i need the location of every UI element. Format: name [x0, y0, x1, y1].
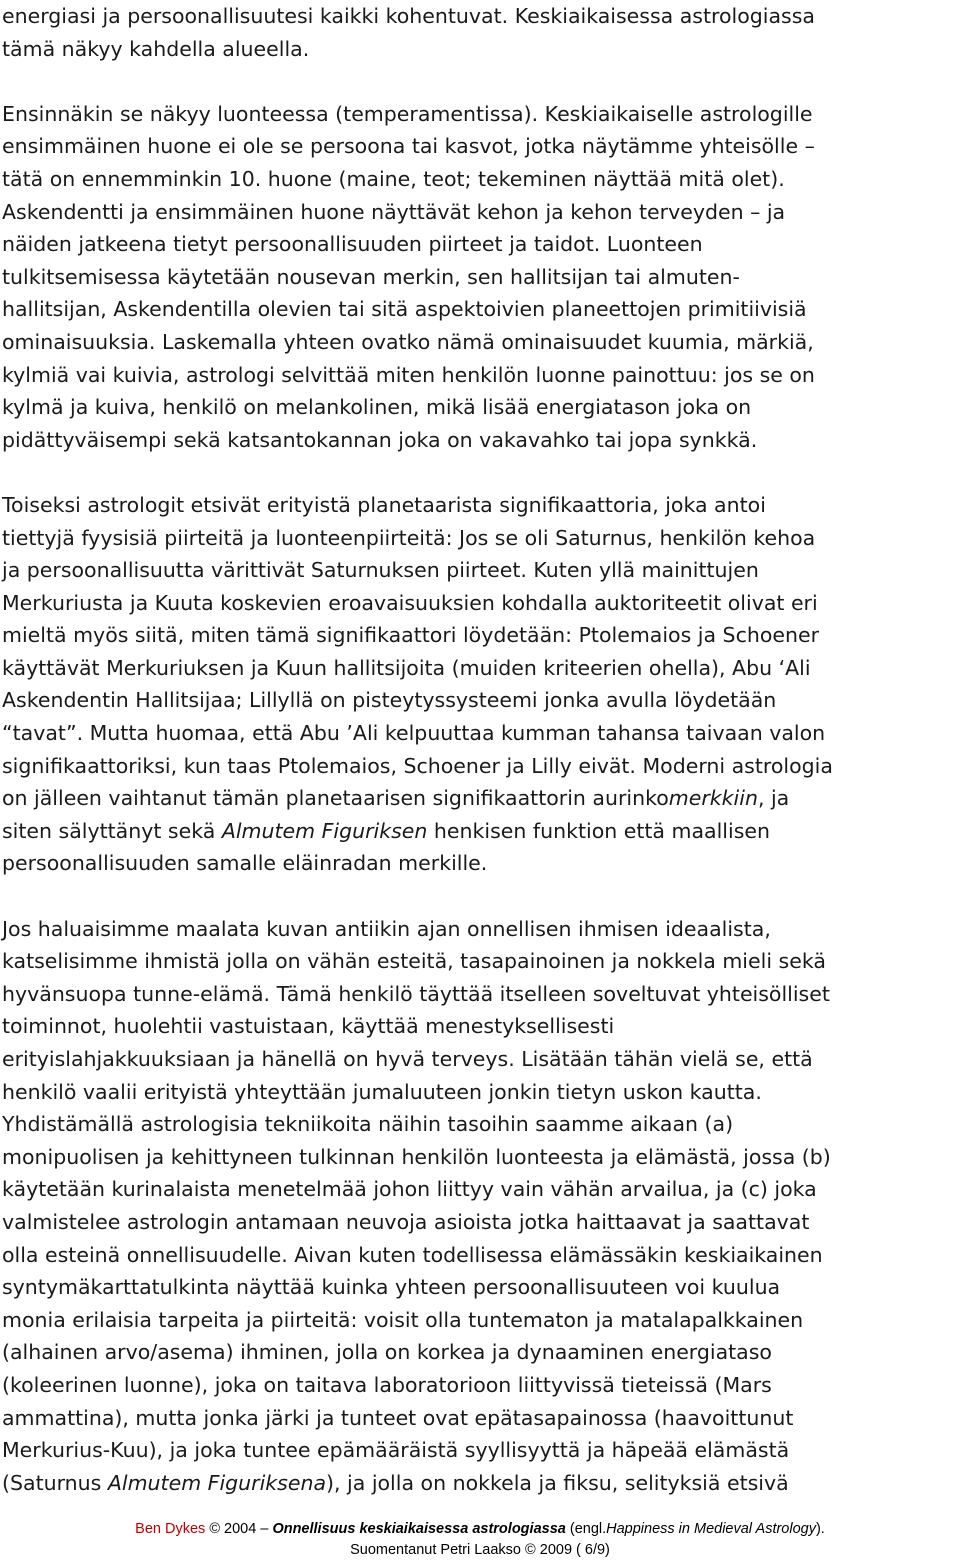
paragraph-3 — [2, 489, 958, 880]
text-line: Askendentin Hallitsijaa; Lillyllä on pisteytyssysteemi jonka avulla löydetään — [2, 688, 777, 713]
text-line: käytetään kurinalaista menetelmää johon liittyy vain vähän arvailua, ja (c) joka — [2, 1177, 817, 1202]
text-line: ammattina), mutta jonka järki ja tunteet ovat epätasapainossa (haavoittunut — [2, 1405, 794, 1430]
text-line: hallitsijan, Askendentilla olevien tai sitä aspektoivien planeettojen primitiivisiä — [2, 297, 807, 322]
text-line: käyttävät Merkuriuksen ja Kuun hallitsijoita (muiden kriteerien ohella), Abu ‘Ali — [2, 655, 811, 680]
text-line: signifikaattoriksi, kun taas Ptolemaios, Schoener ja Lilly eivät. Moderni astrologia — [2, 753, 833, 778]
text-line: (Saturnus Almutem Figuriksena), ja jolla on nokkela ja fiksu, selityksiä etsivä — [2, 1470, 789, 1495]
document-body — [2, 0, 958, 1499]
text-line: Jos haluaisimme maalata kuvan antiikin ajan onnellisen ihmisen ideaalista, — [2, 916, 771, 941]
footer-translator — [0, 1540, 960, 1560]
text-line: monia erilaisia tarpeita ja piirteitä: voisit olla tuntematon ja matalapalkkainen — [2, 1307, 804, 1332]
translator-copyright: © — [525, 1542, 536, 1558]
italic-text: merkkiin — [668, 786, 758, 811]
footer-title: Onnellisuus keskiaikaisessa astrologiassa — [272, 1521, 566, 1537]
text-line: olla esteinä onnellisuudelle. Aivan kuten todellisessa elämässäkin keskiaikainen — [2, 1242, 823, 1267]
translator-year: 2009 — [539, 1542, 573, 1558]
text-line: kylmiä vai kuivia, astrologi selvittää miten henkilön luonne painottuu: jos se on — [2, 362, 815, 387]
text-line: pidättyväisempi sekä katsantokannan joka on vakavahko tai jopa synkkä. — [2, 427, 758, 452]
text-line: hyvänsuopa tunne-elämä. Tämä henkilö täyttää itselleen soveltuvat yhteisölliset — [2, 981, 830, 1006]
text-line: (alhainen arvo/asema) ihminen, jolla on korkea ja dynaaminen energiataso — [2, 1340, 772, 1365]
text-line: tulkitsemisessa käytetään nousevan merkin, sen hallitsijan tai almuten- — [2, 264, 740, 289]
text-line: toiminnot, huolehtii vastuistaan, käyttää menestyksellisesti — [2, 1014, 615, 1039]
text-line: monipuolisen ja kehittyneen tulkinnan henkilön luonteesta ja elämästä, jossa (b) — [2, 1144, 831, 1169]
translator-line: Suomentanut Petri Laakso — [350, 1542, 521, 1558]
paragraph-1 — [2, 0, 958, 65]
text-line: ensimmäinen huone ei ole se persoona tai kasvot, jotka näytämme yhteisölle – — [2, 134, 815, 159]
text-line: mieltä myös siitä, miten tämä signifikaattori löydetään: Ptolemaios ja Schoener — [2, 623, 820, 648]
text-line: tätä on ennemminkin 10. huone (maine, teot; tekeminen näyttää mitä olet). — [2, 166, 785, 191]
copyright-symbol: © — [209, 1521, 220, 1537]
italic-text: Almutem Figuriksen — [221, 818, 428, 843]
text-line: Askendentti ja ensimmäinen huone näyttävät kehon ja kehon terveyden – ja — [2, 199, 786, 224]
footer-dash: – — [260, 1521, 269, 1537]
page-number: ( 6/9) — [576, 1542, 610, 1558]
footer-citation — [0, 1519, 960, 1539]
text-line: siten sälyttänyt sekä Almutem Figuriksen henkisen funktion että maallisen — [2, 818, 770, 843]
text-line: tiettyjä fyysisiä piirteitä ja luonteenpiirteitä: Jos se oli Saturnus, henkilön kehoa — [2, 525, 816, 550]
footer-engl-suffix: ). — [815, 1521, 825, 1537]
text-line: Ensinnäkin se näkyy luonteessa (temperamentissa). Keskiaikaiselle astrologille — [2, 101, 813, 126]
footer-engl-title: Happiness in Medieval Astrology — [606, 1521, 816, 1537]
text-line: katselisimme ihmistä jolla on vähän esteitä, tasapainoinen ja nokkela mieli sekä — [2, 949, 826, 974]
paragraph-2 — [2, 98, 958, 457]
text-line: Merkurius-Kuu), ja joka tuntee epämääräistä syyllisyyttä ja häpeää elämästä — [2, 1438, 790, 1463]
footer-year: 2004 — [224, 1521, 257, 1537]
text-line: “tavat”. Mutta huomaa, että Abu ’Ali kelpuuttaa kumman tahansa taivaan valon — [2, 721, 826, 746]
text-line: energiasi ja persoonallisuutesi kaikki kohentuvat. Keskiaikaisessa astrologiassa — [2, 4, 815, 28]
paragraph-4 — [2, 913, 958, 1500]
text-line: näiden jatkeena tietyt persoonallisuuden piirteet ja taidot. Luonteen — [2, 232, 703, 257]
text-line: ja persoonallisuutta värittivät Saturnuksen piirteet. Kuten yllä mainittujen — [2, 558, 759, 583]
text-line: Yhdistämällä astrologisia tekniikoita näihin tasoihin saamme aikaan (a) — [2, 1112, 734, 1137]
text-line: kylmä ja kuiva, henkilö on melankolinen, mikä lisää energiatason joka on — [2, 395, 752, 420]
text-line: Toiseksi astrologit etsivät erityistä planetaarista signifikaattoria, joka antoi — [2, 492, 766, 517]
footer-engl-prefix: (engl. — [569, 1521, 607, 1537]
text-line: erityislahjakkuuksiaan ja hänellä on hyvä terveys. Lisätään tähän vielä se, että — [2, 1047, 813, 1071]
text-line: ominaisuuksia. Laskemalla yhteen ovatko nämä ominaisuudet kuumia, märkiä, — [2, 329, 814, 354]
text-line: henkilö vaalii erityistä yhteyttään jumaluuteen jonkin tietyn uskon kautta. — [2, 1079, 762, 1104]
text-line: syntymäkarttatulkinta näyttää kuinka yhteen persoonallisuuteen voi kuulua — [2, 1275, 781, 1300]
text-line: (koleerinen luonne), joka on taitava laboratorioon liittyvissä tieteissä (Mars — [2, 1372, 772, 1397]
text-line: on jälleen vaihtanut tämän planetaarisen signifikaattorin aurinkomerkkiin, ja — [2, 786, 790, 811]
text-line: Merkuriusta ja Kuuta koskevien eroavaisuuksien kohdalla auktoriteetit olivat eri — [2, 590, 818, 615]
italic-text: Almutem Figuriksena — [107, 1470, 327, 1495]
text-line: tämä näkyy kahdella alueella. — [2, 36, 310, 61]
footer-author: Ben Dykes — [135, 1521, 206, 1537]
text-line: persoonallisuuden samalle eläinradan merkille. — [2, 851, 488, 876]
text-line: valmistelee astrologin antamaan neuvoja asioista jotka haittaavat ja saattavat — [2, 1209, 810, 1234]
